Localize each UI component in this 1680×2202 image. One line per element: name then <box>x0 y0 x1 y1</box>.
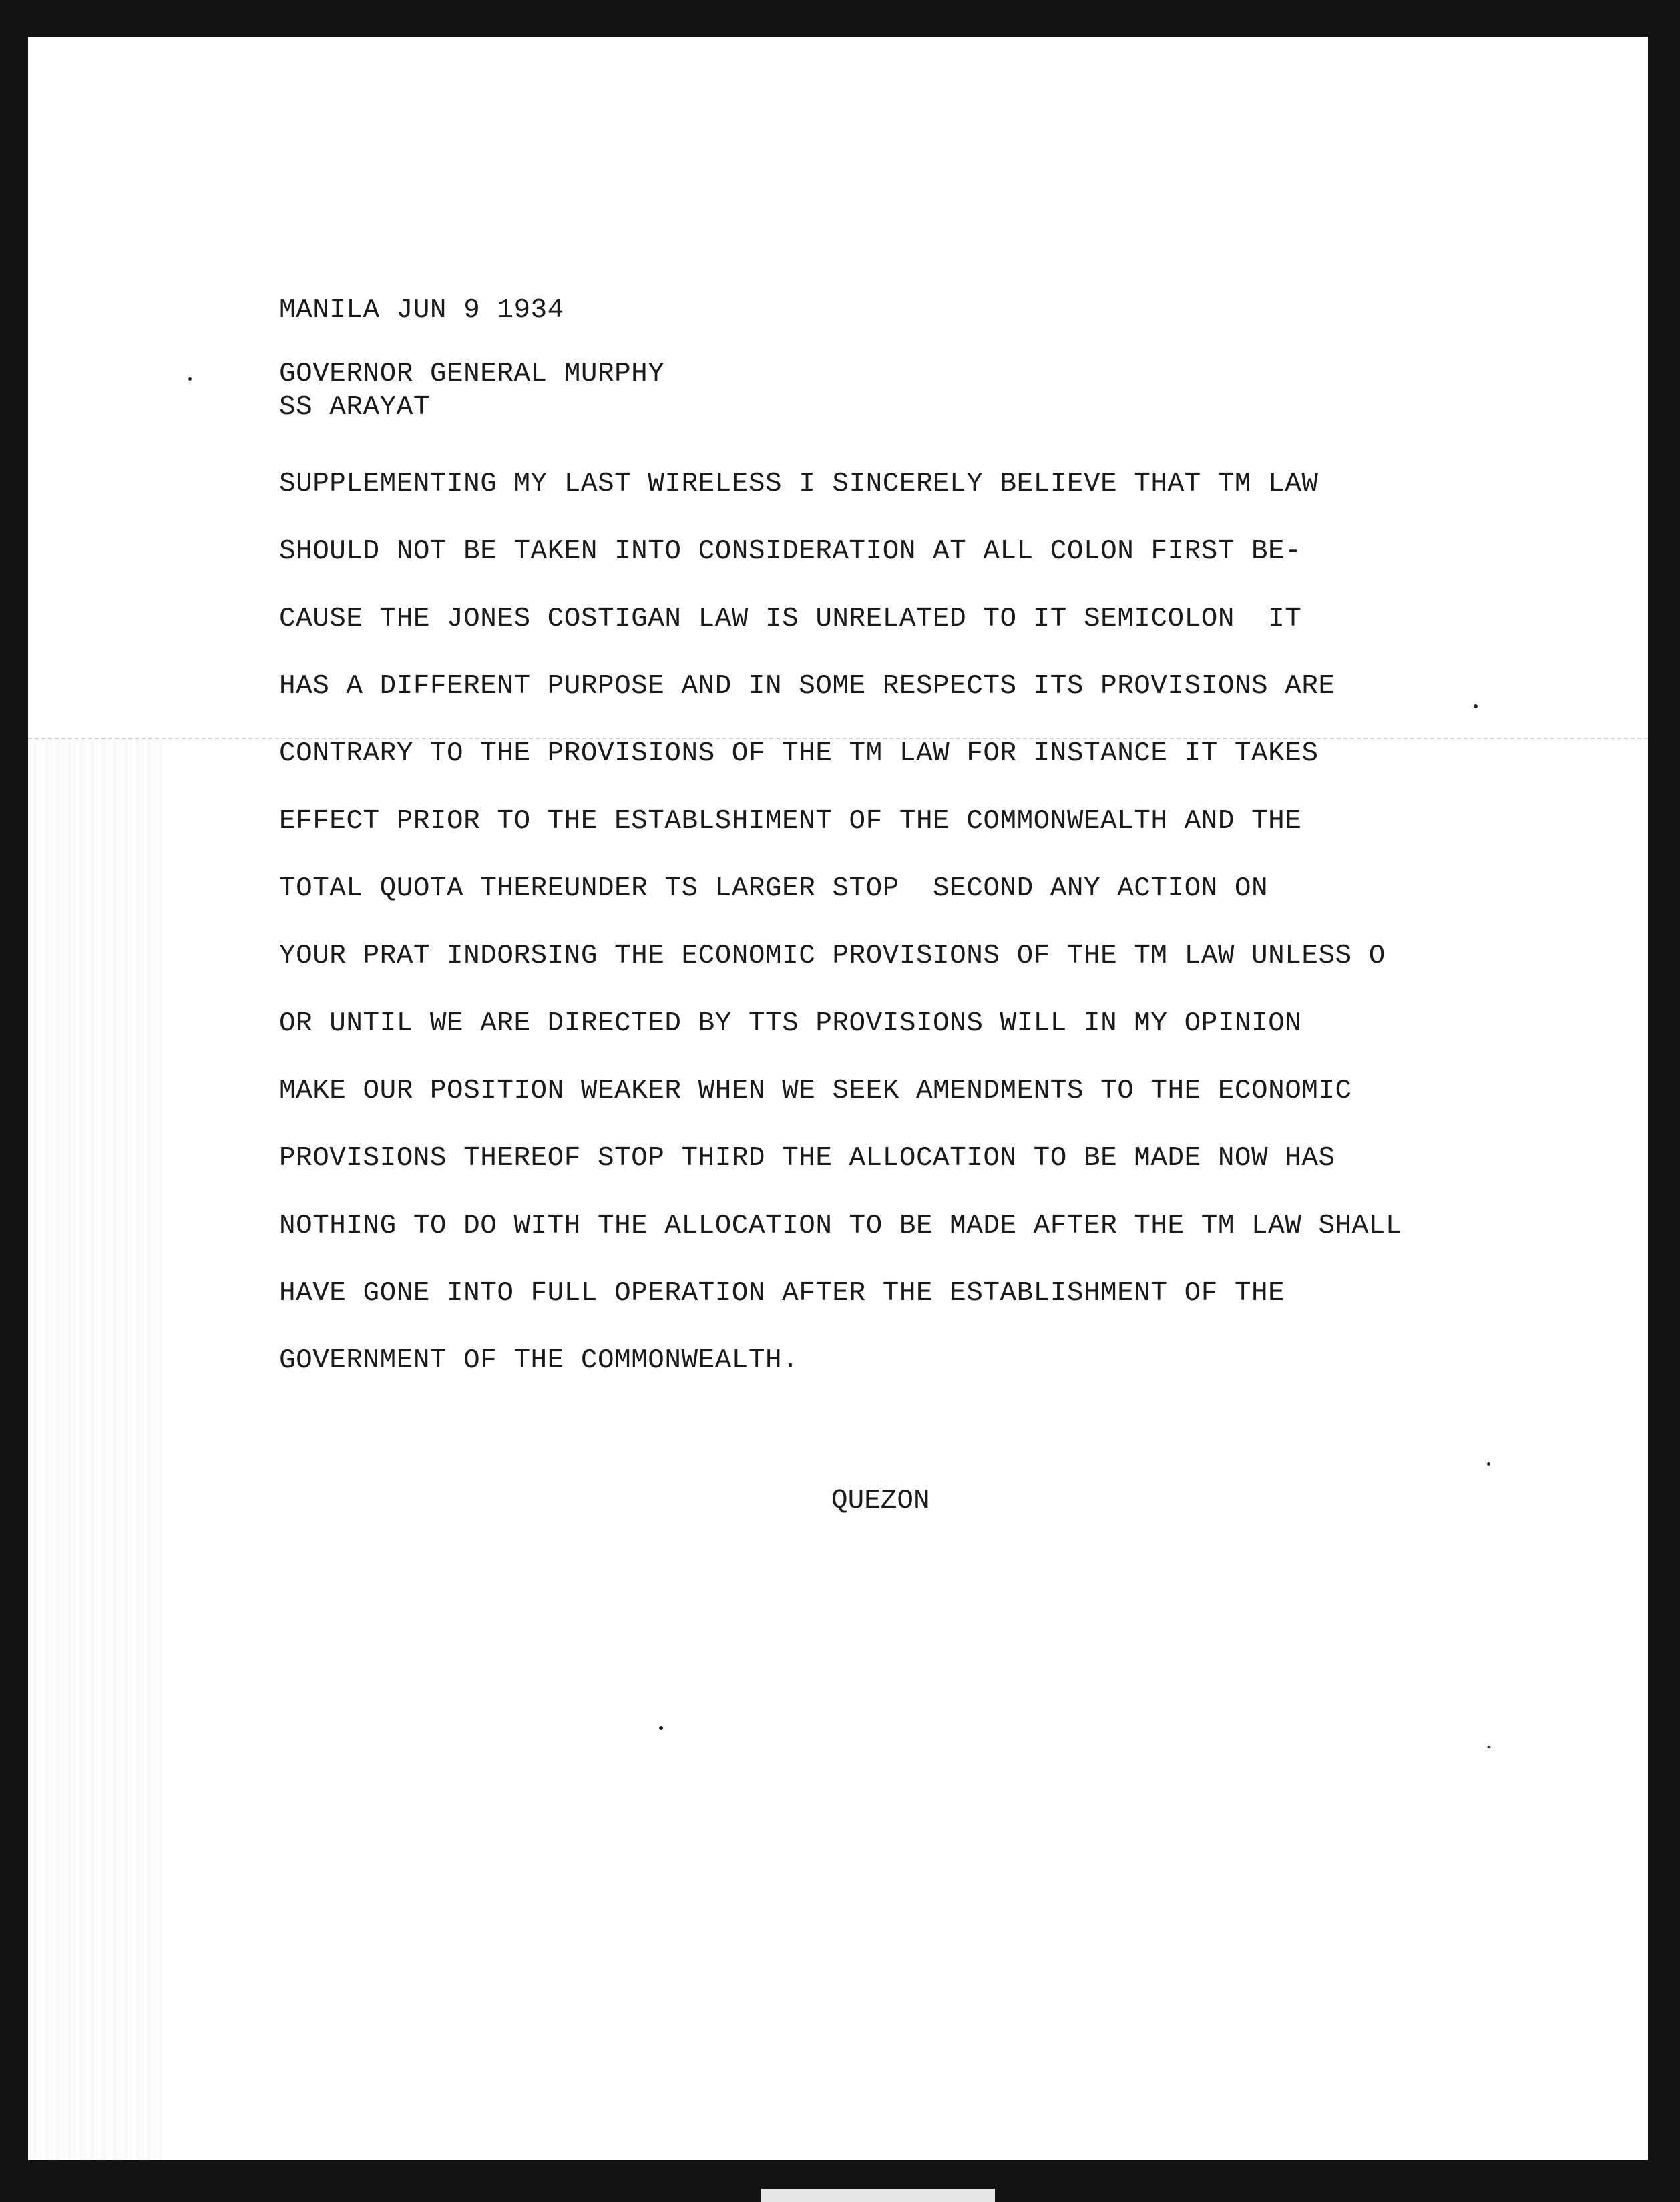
telegram-text <box>279 294 1481 1395</box>
body-line: GOVERNMENT OF THE COMMONWEALTH. <box>279 1345 799 1376</box>
body-line: YOUR PRAT INDORSING THE ECONOMIC PROVISIONS OF THE TM LAW UNLESS O <box>279 941 1386 971</box>
body-line: CAUSE THE JONES COSTIGAN LAW IS UNRELATED TO IT SEMICOLON IT <box>279 604 1302 634</box>
body-line: CONTRARY TO THE PROVISIONS OF THE TM LAW FOR INSTANCE IT TAKES <box>279 738 1319 769</box>
addressee-line: SS ARAYAT <box>279 392 430 423</box>
signature: QUEZON <box>831 1486 930 1516</box>
stray-mark <box>188 377 192 381</box>
stray-mark <box>1487 1746 1491 1748</box>
addressee-line: GOVERNOR GENERAL MURPHY <box>279 359 665 389</box>
scan-edge-tab <box>761 2189 995 2202</box>
body-line: EFFECT PRIOR TO THE ESTABLSHIMENT OF THE COMMONWEALTH AND THE <box>279 806 1302 837</box>
message-body <box>279 451 1481 1395</box>
addressee-block <box>279 357 1481 424</box>
body-line: MAKE OUR POSITION WEAKER WHEN WE SEEK AMENDMENTS TO THE ECONOMIC <box>279 1076 1352 1106</box>
body-line: SUPPLEMENTING MY LAST WIRELESS I SINCERELY BELIEVE THAT TM LAW <box>279 469 1319 499</box>
body-line: OR UNTIL WE ARE DIRECTED BY TTS PROVISIONS WILL IN MY OPINION <box>279 1008 1302 1039</box>
scan-speckle <box>28 738 162 2160</box>
body-line: NOTHING TO DO WITH THE ALLOCATION TO BE MADE AFTER THE TM LAW SHALL <box>279 1210 1402 1241</box>
body-line: SHOULD NOT BE TAKEN INTO CONSIDERATION AT ALL COLON FIRST BE- <box>279 536 1302 567</box>
stray-mark <box>1487 1462 1490 1466</box>
body-line: HAVE GONE INTO FULL OPERATION AFTER THE ESTABLISHMENT OF THE <box>279 1278 1285 1309</box>
body-line: PROVISIONS THEREOF STOP THIRD THE ALLOCATION TO BE MADE NOW HAS <box>279 1143 1335 1174</box>
dateline: MANILA JUN 9 1934 <box>279 295 564 326</box>
body-line: HAS A DIFFERENT PURPOSE AND IN SOME RESPECTS ITS PROVISIONS ARE <box>279 671 1335 702</box>
stray-mark <box>659 1726 663 1730</box>
body-line: TOTAL QUOTA THEREUNDER TS LARGER STOP SECOND ANY ACTION ON <box>279 873 1269 904</box>
